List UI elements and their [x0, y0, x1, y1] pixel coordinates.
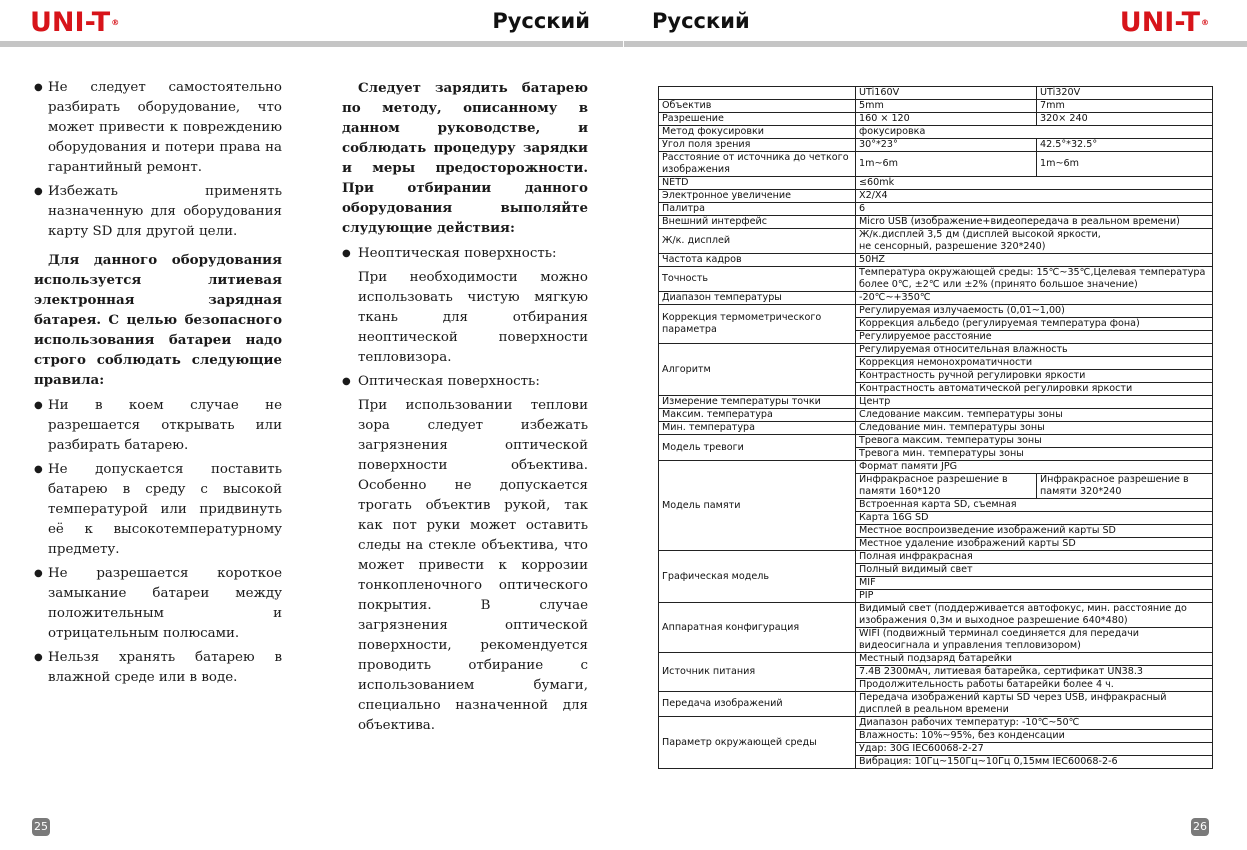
table-cell: WIFI (подвижный терминал соединяется для передачи видеосигнала и управления тепловизором) [856, 628, 1213, 653]
table-cell: Диапазон рабочих температур: -10℃~50℃ [856, 717, 1213, 730]
page-language-label: Русский [492, 9, 590, 33]
table-cell: Удар: 30G IEC60068-2-27 [856, 743, 1213, 756]
cell-line: Температура окружающей среды: 15℃~35℃,Целевая температура [859, 267, 1206, 278]
table-row [659, 551, 1213, 564]
row-label: Разрешение [659, 113, 856, 126]
row-label: Измерение температуры точки [659, 396, 856, 409]
table-cell: Регулируемая излучаемость (0,01~1,00) [856, 305, 1213, 318]
table-row [659, 603, 1213, 628]
page-language-label: Русский [652, 9, 750, 33]
table-row [659, 653, 1213, 666]
table-row [659, 254, 1213, 267]
table-row [659, 113, 1213, 126]
table-row [659, 409, 1213, 422]
bullet-item: ● Не следует самостоятельно разбирать оборудование, что может привести к повреждению оборудования и потери права на гарантийный ремонт. [34, 78, 282, 178]
table-cell: Центр [856, 396, 1213, 409]
spec-table [658, 86, 1213, 769]
row-label: Метод фокусировки [659, 126, 856, 139]
row-label: Алгоритм [659, 344, 856, 396]
table-row [659, 152, 1213, 177]
table-cell: Инфракрасное разрешение в памяти 160*120 [856, 474, 1037, 499]
table-cell: Местный подзаряд батарейки [856, 653, 1213, 666]
table-cell: Формат памяти JPG [856, 461, 1213, 474]
bullet-item: ● Нельзя хранять батарею в влажной среде или в воде. [34, 648, 282, 688]
row-label: Графическая модель [659, 551, 856, 603]
row-label: Коррекция термометрического параметра [659, 305, 856, 344]
row-label: Диапазон температуры [659, 292, 856, 305]
table-cell: ≤60mk [856, 177, 1213, 190]
table-row [659, 396, 1213, 409]
table-cell: Передача изображений карты SD через USB, инфракрасный дисплей в реальном времени [856, 692, 1213, 717]
table-cell: 5mm [856, 100, 1037, 113]
table-cell: Регулируемая относительная влажность [856, 344, 1213, 357]
table-cell: Micro USB (изображение+видеопередача в реальном времени) [856, 216, 1213, 229]
table-row [659, 422, 1213, 435]
row-label: Внешний интерфейс [659, 216, 856, 229]
table-cell: Видимый свет (поддерживается автофокус, мин. расстояние до изображения 0,3м и выходное разрешение 640*480) [856, 603, 1213, 628]
row-label: Угол поля зрения [659, 139, 856, 152]
text-column-1 [34, 78, 282, 692]
table-row [659, 267, 1213, 292]
table-row [659, 692, 1213, 717]
bullet-item: ● Ни в коем случае не разрешается открывать или разбирать батарею. [34, 396, 282, 456]
table-cell: Регулируемое расстояние [856, 331, 1213, 344]
row-label: Модель памяти [659, 461, 856, 551]
table-row [659, 216, 1213, 229]
header-divider [0, 41, 623, 47]
table-cell: PIP [856, 590, 1213, 603]
bullet-item: ● Не разрешается короткое замыкание батареи между положительным и отрицательным полюсами. [34, 564, 282, 644]
table-cell: 7.4В 2300мАч, литиевая батарейка, сертификат UN38.3 [856, 666, 1213, 679]
bold-paragraph: Следует зарядить батарею по методу, описанному в данном руководстве, и соблюдать процедуру зарядки и меры предосторожности. При отбирании данного оборудования выполяйте слудующие действия: [342, 80, 588, 236]
table-cell: 1m~6m [856, 152, 1037, 177]
table-cell: Инфракрасное разрешение в памяти 320*240 [1037, 474, 1213, 499]
table-row [659, 203, 1213, 216]
table-row [659, 177, 1213, 190]
table-cell: MIF [856, 577, 1213, 590]
table-row [659, 435, 1213, 448]
row-label: Объектив [659, 100, 856, 113]
bullet-item: ● Не допускается поставить батарею в среду с высокой температурой или придвинуть её к высокотемпературному предмету. [34, 460, 282, 560]
table-cell: Полный видимый свет [856, 564, 1213, 577]
table-cell: Следование максим. температуры зоны [856, 409, 1213, 422]
table-cell: Местное воспроизведение изображений карты SD [856, 525, 1213, 538]
bullet-item: ● Оптическая поверхность: [342, 372, 588, 392]
table-cell: Контрастность автоматической регулировки яркости [856, 383, 1213, 396]
row-label: Модель тревоги [659, 435, 856, 461]
paragraph: При использовании теплови зора следует избежать загрязнения оптической поверхности объектива. Особенно не допускается трогать объектив рукой, так как пот руки может оставить следы на стекле объектива, что может привести к коррозии тонкопленочного оптического покрытия. В случае загрязнения оптической поверхности, рекомендуется проводить отбирание с использованием бумаги, специально назначенной для объектива. [358, 398, 588, 733]
text-column-2 [342, 78, 588, 740]
table-cell: фокусировка [856, 126, 1213, 139]
bullet-item: ● Избежать применять назначенную для оборудования карту SD для другой цели. [34, 182, 282, 242]
row-label: Источник питания [659, 653, 856, 692]
row-label: NETD [659, 177, 856, 190]
row-label: Аппаратная конфигурация [659, 603, 856, 653]
row-label: Ж/к. дисплей [659, 229, 856, 254]
row-label: Точность [659, 267, 856, 292]
page-number: 26 [1191, 818, 1209, 836]
table-cell: 6 [856, 203, 1213, 216]
brand-logo: UNI-T® [1119, 7, 1209, 38]
table-row [659, 126, 1213, 139]
table-cell [856, 229, 1213, 254]
table-row [659, 292, 1213, 305]
table-cell: 7mm [1037, 100, 1213, 113]
table-row [659, 717, 1213, 730]
table-row [659, 229, 1213, 254]
brand-logo: UNI-T® [30, 7, 120, 38]
table-cell: Тревога мин. температуры зоны [856, 448, 1213, 461]
table-cell: -20℃~+350℃ [856, 292, 1213, 305]
table-cell: 1m~6m [1037, 152, 1213, 177]
table-row [659, 87, 1213, 100]
table-cell: Вибрация: 10Гц~150Гц~10Гц 0,15мм IEC60068-2-6 [856, 756, 1213, 769]
table-cell: 42.5°*32.5° [1037, 139, 1213, 152]
table-cell: Продолжительность работы батарейки более 4 ч. [856, 679, 1213, 692]
table-cell: 50HZ [856, 254, 1213, 267]
page-number: 25 [32, 818, 50, 836]
header-divider [624, 41, 1247, 47]
table-cell: 30°*23° [856, 139, 1037, 152]
row-label: Максим. температура [659, 409, 856, 422]
left-page [0, 0, 623, 850]
table-cell: Коррекция альбедо (регулируемая температура фона) [856, 318, 1213, 331]
right-page [624, 0, 1247, 850]
table-row [659, 139, 1213, 152]
cell-line: Ж/к.дисплей 3,5 дм (дисплей высокой яркости, [859, 229, 1101, 240]
cell-line: не сенсорный, разрешение 320*240) [859, 241, 1046, 252]
table-cell: Тревога максим. температуры зоны [856, 435, 1213, 448]
row-label: Параметр окружающей среды [659, 717, 856, 769]
table-cell: Влажность: 10%~95%, без конденсации [856, 730, 1213, 743]
table-row [659, 344, 1213, 357]
table-cell: Коррекция немонохроматичности [856, 357, 1213, 370]
table-cell: Следование мин. температуры зоны [856, 422, 1213, 435]
table-row [659, 461, 1213, 474]
table-header: UTi160V [856, 87, 1037, 100]
row-label: Мин. температура [659, 422, 856, 435]
table-cell: Встроенная карта SD, съемная [856, 499, 1213, 512]
table-cell: X2/X4 [856, 190, 1213, 203]
row-label: Частота кадров [659, 254, 856, 267]
row-label: Передача изображений [659, 692, 856, 717]
table-cell: Контрастность ручной регулировки яркости [856, 370, 1213, 383]
table-cell: 160 × 120 [856, 113, 1037, 126]
bold-paragraph: Для данного оборудования используется литиевая электронная зарядная батарея. С целью безопасного использования батареи надо строго соблюдать следующие правила: [34, 252, 282, 388]
row-label: Палитра [659, 203, 856, 216]
row-label: Расстояние от источника до четкого изображения [659, 152, 856, 177]
table-row [659, 100, 1213, 113]
table-cell: Карта 16G SD [856, 512, 1213, 525]
row-label: Электронное увеличение [659, 190, 856, 203]
table-cell: Местное удаление изображений карты SD [856, 538, 1213, 551]
bullet-item: ● Неоптическая поверхность: [342, 244, 588, 264]
table-row [659, 305, 1213, 318]
table-cell: 320× 240 [1037, 113, 1213, 126]
table-header: UTi320V [1037, 87, 1213, 100]
table-cell [856, 267, 1213, 292]
paragraph: При необходимости можно использовать чистую мягкую ткань для отбирания неоптической поверхности тепловизора. [358, 270, 588, 365]
table-row [659, 190, 1213, 203]
table-cell: Полная инфракрасная [856, 551, 1213, 564]
cell-line: более 0℃, ±2℃ или ±2% (принято большое значение) [859, 279, 1138, 290]
